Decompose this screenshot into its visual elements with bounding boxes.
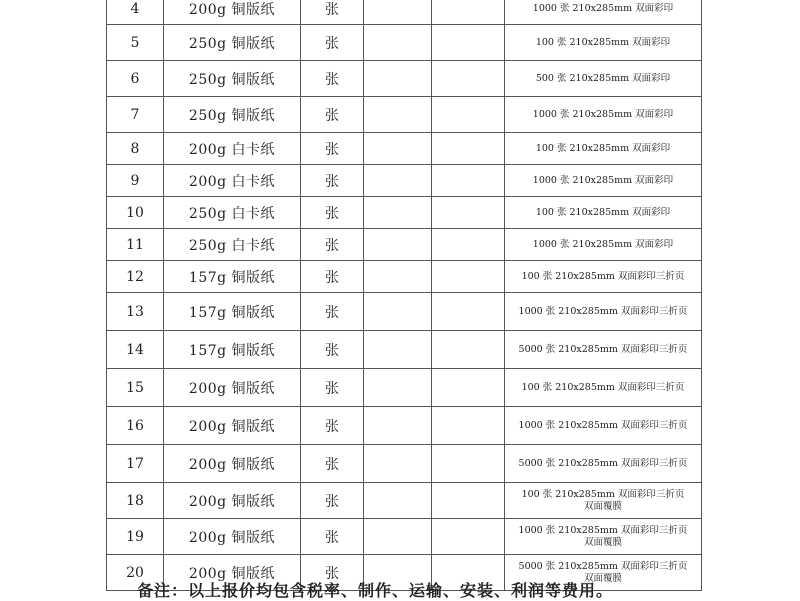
remark-cell <box>505 165 702 197</box>
remark-line-2: 双面覆膜 <box>583 572 622 584</box>
product-name: 200g 铜版纸 <box>164 407 301 445</box>
quantity-cell <box>364 165 432 197</box>
product-name: 250g 铜版纸 <box>164 25 301 61</box>
unit: 张 <box>301 61 364 97</box>
table-row <box>107 61 702 97</box>
unit: 张 <box>301 369 364 407</box>
price-cell <box>432 229 505 261</box>
table-row <box>107 293 702 331</box>
row-number: 8 <box>107 133 164 165</box>
price-cell <box>432 293 505 331</box>
remark-cell <box>505 133 702 165</box>
row-number: 19 <box>107 519 164 555</box>
price-cell <box>432 97 505 133</box>
remark-line: 1000 张 210x285mm 双面彩印 <box>532 174 674 186</box>
row-number: 16 <box>107 407 164 445</box>
product-name: 157g 铜版纸 <box>164 293 301 331</box>
product-name: 250g 白卡纸 <box>164 229 301 261</box>
product-name: 157g 铜版纸 <box>164 261 301 293</box>
remark-cell <box>505 61 702 97</box>
row-number: 20 <box>107 555 164 591</box>
product-name: 200g 铜版纸 <box>164 445 301 483</box>
table-row <box>107 133 702 165</box>
unit: 张 <box>301 25 364 61</box>
remark-cell <box>505 197 702 229</box>
remark-cell <box>505 293 702 331</box>
remark-line-2: 双面覆膜 <box>583 536 622 548</box>
unit: 张 <box>301 293 364 331</box>
table-row <box>107 165 702 197</box>
product-name: 250g 铜版纸 <box>164 97 301 133</box>
remark-cell <box>505 261 702 293</box>
remark-line: 1000 张 210x285mm 双面彩印三折页 <box>518 305 688 317</box>
table-row <box>107 197 702 229</box>
remark-line-2: 双面覆膜 <box>583 500 622 512</box>
table-row <box>107 369 702 407</box>
product-name: 157g 铜版纸 <box>164 331 301 369</box>
quantity-cell <box>364 229 432 261</box>
table-row <box>107 25 702 61</box>
quantity-cell <box>364 197 432 229</box>
remark-cell <box>505 519 702 555</box>
row-number: 12 <box>107 261 164 293</box>
unit: 张 <box>301 331 364 369</box>
remark-cell <box>505 0 702 25</box>
unit: 张 <box>301 519 364 555</box>
unit: 张 <box>301 165 364 197</box>
price-table <box>106 0 702 591</box>
remark-line: 5000 张 210x285mm 双面彩印三折页 <box>518 343 688 355</box>
price-table-body <box>107 0 702 591</box>
row-number: 5 <box>107 25 164 61</box>
unit: 张 <box>301 445 364 483</box>
price-cell <box>432 519 505 555</box>
price-cell <box>432 483 505 519</box>
row-number: 4 <box>107 0 164 25</box>
remark-line: 100 张 210x285mm 双面彩印三折页 <box>521 381 685 393</box>
unit: 张 <box>301 133 364 165</box>
quantity-cell <box>364 445 432 483</box>
table-row <box>107 445 702 483</box>
row-number: 9 <box>107 165 164 197</box>
row-number: 14 <box>107 331 164 369</box>
quantity-cell <box>364 133 432 165</box>
price-cell <box>432 0 505 25</box>
quantity-cell <box>364 61 432 97</box>
row-number: 13 <box>107 293 164 331</box>
product-name: 200g 铜版纸 <box>164 369 301 407</box>
price-cell <box>432 331 505 369</box>
remark-line: 100 张 210x285mm 双面彩印 <box>535 36 671 48</box>
remark-line: 100 张 210x285mm 双面彩印三折页 <box>521 488 685 500</box>
footer-note: 备注：以上报价均包含税率、制作、运输、安装、利润等费用。 <box>137 581 614 600</box>
quantity-cell <box>364 25 432 61</box>
quantity-cell <box>364 369 432 407</box>
row-number: 18 <box>107 483 164 519</box>
row-number: 17 <box>107 445 164 483</box>
product-name: 250g 铜版纸 <box>164 61 301 97</box>
product-name: 200g 白卡纸 <box>164 133 301 165</box>
remark-cell <box>505 483 702 519</box>
remark-line: 5000 张 210x285mm 双面彩印三折页 <box>518 457 688 469</box>
quantity-cell <box>364 97 432 133</box>
remark-line: 1000 张 210x285mm 双面彩印三折页 <box>518 419 688 431</box>
table-row <box>107 229 702 261</box>
product-name: 200g 铜版纸 <box>164 483 301 519</box>
table-row <box>107 407 702 445</box>
price-cell <box>432 407 505 445</box>
unit: 张 <box>301 97 364 133</box>
quantity-cell <box>364 407 432 445</box>
table-row <box>107 261 702 293</box>
remark-line: 1000 张 210x285mm 双面彩印 <box>532 2 674 14</box>
quantity-cell <box>364 293 432 331</box>
remark-line: 1000 张 210x285mm 双面彩印 <box>532 108 674 120</box>
quantity-cell <box>364 519 432 555</box>
unit: 张 <box>301 261 364 293</box>
quantity-cell <box>364 331 432 369</box>
remark-line: 100 张 210x285mm 双面彩印三折页 <box>521 270 685 282</box>
row-number: 6 <box>107 61 164 97</box>
table-row <box>107 483 702 519</box>
product-name: 200g 铜版纸 <box>164 555 301 591</box>
quantity-cell <box>364 0 432 25</box>
price-cell <box>432 61 505 97</box>
product-name: 200g 白卡纸 <box>164 165 301 197</box>
price-cell <box>432 25 505 61</box>
product-name: 200g 铜版纸 <box>164 0 301 25</box>
table-row <box>107 0 702 25</box>
price-cell <box>432 445 505 483</box>
remark-cell <box>505 97 702 133</box>
price-cell <box>432 165 505 197</box>
remark-cell <box>505 369 702 407</box>
remark-cell <box>505 407 702 445</box>
unit: 张 <box>301 229 364 261</box>
remark-line: 1000 张 210x285mm 双面彩印 <box>532 238 674 250</box>
unit: 张 <box>301 483 364 519</box>
table-row <box>107 519 702 555</box>
row-number: 11 <box>107 229 164 261</box>
remark-cell <box>505 25 702 61</box>
remark-line: 100 张 210x285mm 双面彩印 <box>535 142 671 154</box>
remark-line: 1000 张 210x285mm 双面彩印三折页 <box>518 524 688 536</box>
unit: 张 <box>301 555 364 591</box>
unit: 张 <box>301 407 364 445</box>
unit: 张 <box>301 0 364 25</box>
row-number: 10 <box>107 197 164 229</box>
remark-line: 5000 张 210x285mm 双面彩印三折页 <box>518 560 688 572</box>
unit: 张 <box>301 197 364 229</box>
product-name: 250g 白卡纸 <box>164 197 301 229</box>
quantity-cell <box>364 483 432 519</box>
price-cell <box>432 369 505 407</box>
quantity-cell <box>364 261 432 293</box>
remark-line: 500 张 210x285mm 双面彩印 <box>535 72 671 84</box>
remark-cell <box>505 229 702 261</box>
row-number: 15 <box>107 369 164 407</box>
price-cell <box>432 261 505 293</box>
remark-line: 100 张 210x285mm 双面彩印 <box>535 206 671 218</box>
table-row <box>107 331 702 369</box>
price-cell <box>432 197 505 229</box>
product-name: 200g 铜版纸 <box>164 519 301 555</box>
table-row <box>107 97 702 133</box>
remark-cell <box>505 331 702 369</box>
row-number: 7 <box>107 97 164 133</box>
price-cell <box>432 133 505 165</box>
remark-cell <box>505 445 702 483</box>
